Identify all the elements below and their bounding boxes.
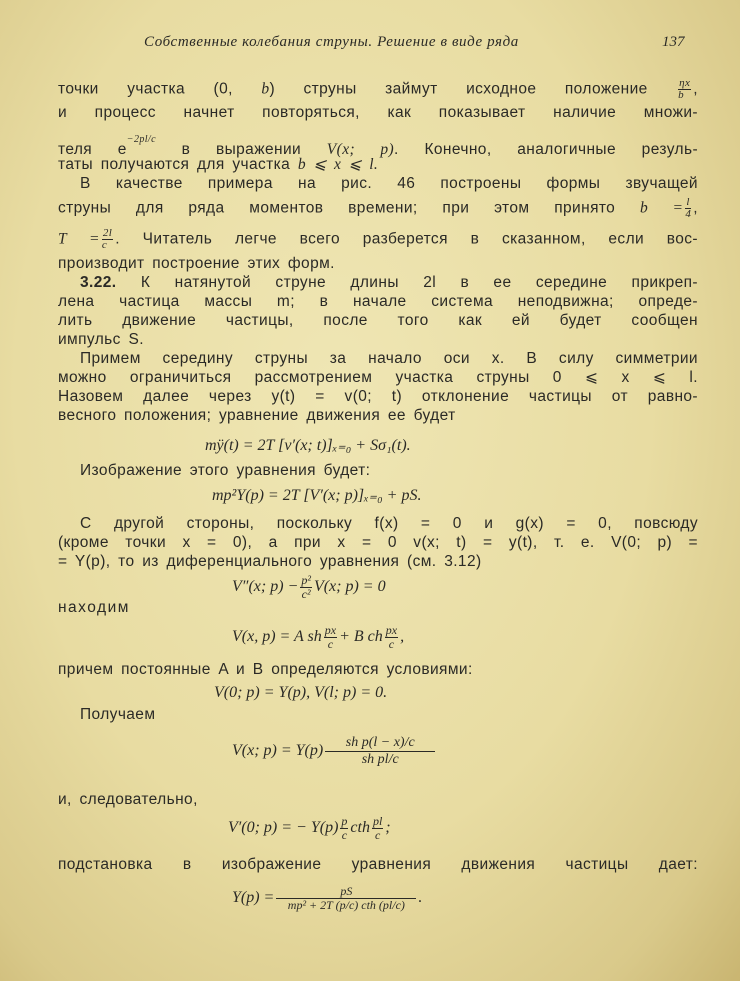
page-number: 137 [662, 34, 685, 50]
running-header: Собственные колебания струны. Решение в виде ряда [144, 34, 519, 50]
text-line: весного положения; уравнение движения ее будет [58, 407, 456, 424]
equation-differential: V″(x; p) − $\frac{\text{p²}}{\text{c²}}$ V(x; p) = 0 [232, 573, 386, 601]
text-line: таты получаются для участка b ⩽ x ⩽ l. [58, 156, 379, 173]
equation-derivative: V′(0; p) = − Y(p) $\frac{p}{c}$ cth $\frac{pl}{c}$ ; [228, 814, 391, 842]
equation-image: mp²Y(p) = 2T [V′(x; p)]ₓ₌₀ + pS. [212, 487, 422, 504]
text-line: причем постоянные A и B определяются условиями: [58, 661, 473, 678]
section-heading-line: 3.22. К натянутой струне длины 2l в ее середине прикреп- [80, 274, 698, 291]
text-line: импульс S. [58, 331, 144, 348]
text-line: Изображение этого уравнения будет: [80, 462, 371, 479]
text-line: производит построение этих форм. [58, 255, 335, 272]
text-line: лена частица массы m; в начале система неподвижна; опреде- [58, 293, 698, 310]
text-line: Получаем [80, 706, 156, 723]
text-line: В качестве примера на рис. 46 построены формы звучащей [80, 175, 698, 192]
equation-result: Y(p) = pS mp² + 2T (p/c) cth (pl/c) . [232, 884, 423, 912]
text-line: теля $e^{-2pl/c}$ в выражении V(x; p). Конечно, аналогичные резуль- [58, 134, 699, 159]
text-line: можно ограничиться рассмотрением участка струны 0 ⩽ x ⩽ l. [58, 369, 698, 386]
text-line: Назовем далее через y(t) = v(0; t) отклонение частицы от равно- [58, 388, 698, 405]
text-line: струны для ряда моментов времени; при этом принято b = $\frac{l}{4}$ , [58, 196, 698, 220]
text-line: С другой стороны, поскольку f(x) = 0 и g(x) = 0, повсюду [80, 515, 698, 532]
text-line: лить движение частицы, после того как ей будет сообщен [58, 312, 698, 329]
text-line: и, следовательно, [58, 791, 198, 808]
text-line: подстановка в изображение уравнения движения частицы дает: [58, 856, 698, 873]
text-line: = Y(p), то из диференциального уравнения (см. 3.12) [58, 553, 482, 570]
equation-conditions: V(0; p) = Y(p), V(l; p) = 0. [214, 684, 388, 701]
equation-solution: V(x; p) = Y(p) $\frac{\text{sh p(l − x)/c}}{\text{sh pl/c}}$ [232, 735, 437, 768]
equation-general-solution: V(x, p) = A sh $\frac{px}{c}$ + B ch $\frac{px}{c}$ , [232, 623, 405, 651]
text-line: точки участка (0, b) струны займут исходное положение $\frac{\eta x}{b}$ , [58, 77, 699, 101]
text-line: (кроме точки x = 0), а при x = 0 v(x; t) = y(t), т. е. V(0; p) = [58, 534, 698, 551]
equation-motion: mÿ(t) = 2T [v′(x; t)]ₓ₌₀ + Sσ₁(t). [205, 437, 411, 454]
text-line: T = $\frac{2l}{c}$ . Читатель легче всего разберется в сказанном, если вос- [58, 227, 698, 251]
text-line: и процесс начнет повторяться, как показывает наличие множи- [58, 104, 698, 121]
text-line: находим [58, 599, 130, 616]
text-line: Примем середину струны за начало оси x. В силу симметрии [80, 350, 698, 367]
